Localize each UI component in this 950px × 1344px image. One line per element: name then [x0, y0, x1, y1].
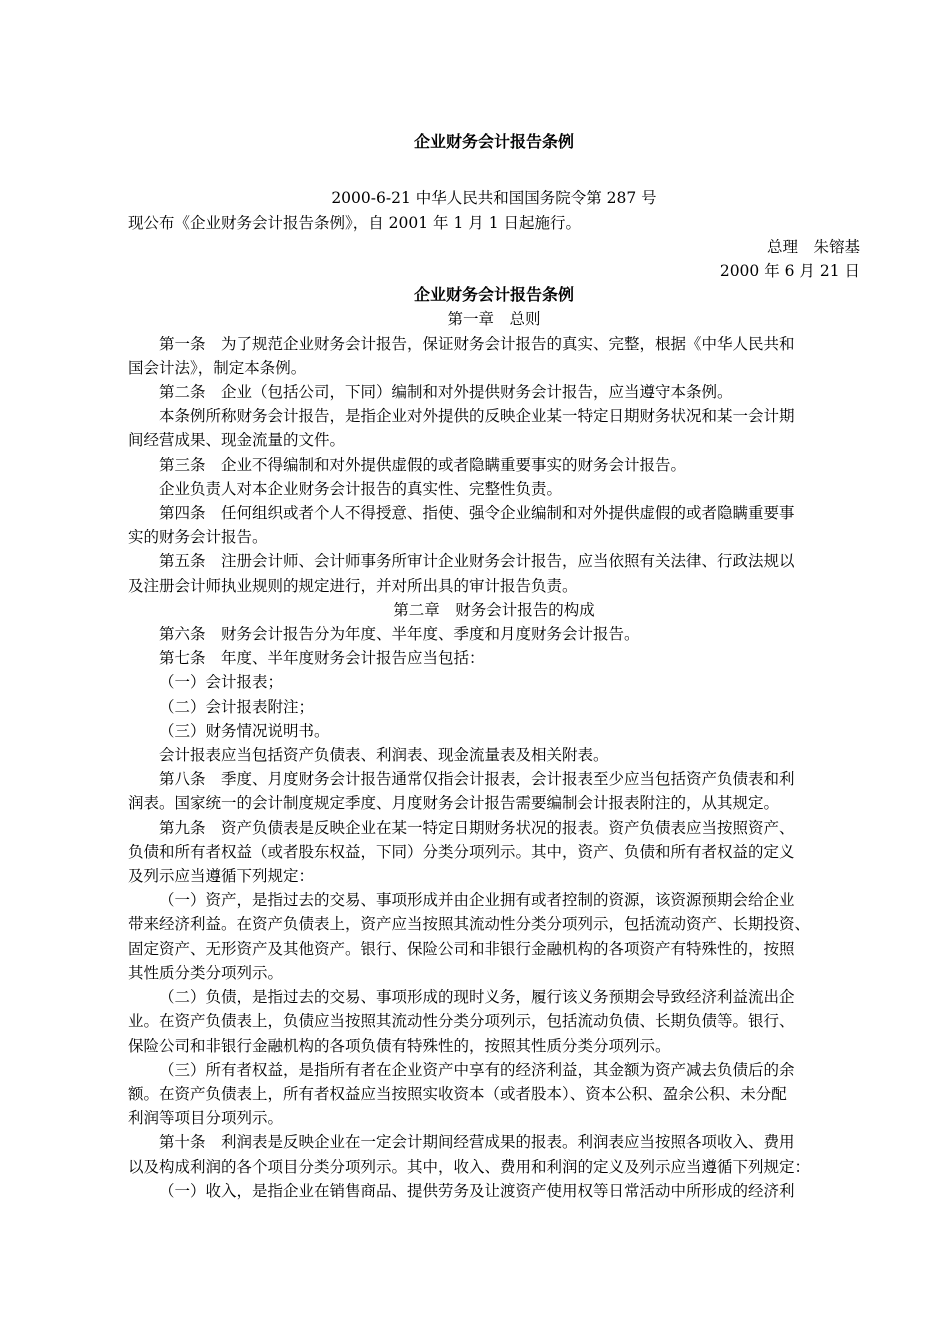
- paragraph-line: 第九条 资产负债表是反映企业在某一特定日期财务状况的报表。资产负债表应当按照资产、: [159, 818, 795, 837]
- paragraph-line: 保险公司和非银行金融机构的各项负债有特殊性的，按照其性质分类分项列示。: [128, 1036, 671, 1055]
- paragraph-line: 企业负责人对本企业财务会计报告的真实性、完整性负责。: [159, 479, 563, 498]
- document-title: 企业财务会计报告条例: [413, 132, 574, 151]
- paragraph-line: 业。在资产负债表上，负债应当按照其流动性分类分项列示，包括流动负债、长期负债等。银行、: [128, 1012, 795, 1031]
- paragraph-line: 其性质分类分项列示。: [128, 963, 284, 982]
- paragraph-line: 本条例所称财务会计报告，是指企业对外提供的反映企业某一特定日期财务状况和某一会计期: [159, 407, 795, 426]
- signer: 总理 朱镕基: [766, 237, 860, 256]
- paragraph-line: 第一条 为了规范企业财务会计报告，保证财务会计报告的真实、完整，根据《中华人民共和: [159, 334, 795, 353]
- paragraph-line: 固定资产、无形资产及其他资产。银行、保险公司和非银行金融机构的各项资产有特殊性的，按照: [128, 939, 795, 958]
- paragraph-line: 及列示应当遵循下列规定：: [128, 867, 315, 886]
- paragraph-line: 第四条 任何组织或者个人不得授意、指使、强令企业编制和对外提供虚假的或者隐瞒重要事: [159, 504, 795, 523]
- decree-line: 2000-6-21 中华人民共和国国务院令第 287 号: [331, 189, 657, 208]
- paragraph-line: 润表。国家统一的会计制度规定季度、月度财务会计报告需要编制会计报表附注的，从其规定。: [128, 794, 780, 813]
- paragraph-line: 会计报表应当包括资产负债表、利润表、现金流量表及相关附表。: [159, 746, 609, 765]
- paragraph-line: 国会计法》，制定本条例。: [128, 358, 307, 377]
- paragraph-line: 第七条 年度、半年度财务会计报告应当包括：: [159, 649, 485, 668]
- paragraph-line: 带来经济利益。在资产负债表上，资产应当按照其流动性分类分项列示，包括流动资产、长期投资、: [128, 915, 811, 934]
- paragraph-line: 第三条 企业不得编制和对外提供虚假的或者隐瞒重要事实的财务会计报告。: [159, 455, 687, 474]
- paragraph-line: （一）收入，是指企业在销售商品、提供劳务及让渡资产使用权等日常活动中所形成的经济利: [159, 1181, 795, 1200]
- chapter-heading: 第一章 总则: [447, 310, 541, 329]
- list-item: （二）会计报表附注；: [159, 697, 315, 716]
- paragraph-line: 负债和所有者权益（或者股东权益，下同）分类分项列示。其中，资产、负债和所有者权益的定义: [128, 842, 795, 861]
- list-item: （三）财务情况说明书。: [159, 721, 330, 740]
- list-item: （一）会计报表；: [159, 673, 284, 692]
- paragraph-line: 第十条 利润表是反映企业在一定会计期间经营成果的报表。利润表应当按照各项收入、费用: [159, 1133, 795, 1152]
- paragraph-line: 及注册会计师执业规则的规定进行，并对所出具的审计报告负责。: [128, 576, 578, 595]
- paragraph-line: 实的财务会计报告。: [128, 528, 268, 547]
- paragraph-line: 额。在资产负债表上，所有者权益应当按照实收资本（或者股本）、资本公积、盈余公积、未分配: [128, 1084, 787, 1103]
- paragraph-line: 第二条 企业（包括公司，下同）编制和对外提供财务会计报告，应当遵守本条例。: [159, 383, 733, 402]
- document-subtitle: 企业财务会计报告条例: [413, 285, 574, 305]
- publish-notice: 现公布《企业财务会计报告条例》，自 2001 年 1 月 1 日起施行。: [128, 213, 581, 232]
- paragraph-line: （三）所有者权益，是指所有者在企业资产中享有的经济利益，其金额为资产减去负债后的余: [159, 1060, 795, 1079]
- paragraph-line: （一）资产，是指过去的交易、事项形成并由企业拥有或者控制的资源，该资源预期会给企业: [159, 891, 795, 910]
- spacer: [128, 154, 860, 178]
- paragraph-line: 第八条 季度、月度财务会计报告通常仅指会计报表，会计报表至少应当包括资产负债表和利: [159, 770, 795, 789]
- paragraph-line: （二）负债，是指过去的交易、事项形成的现时义务，履行该义务预期会导致经济利益流出企: [159, 988, 795, 1007]
- paragraph-line: 以及构成利润的各个项目分类分项列示。其中，收入、费用和利润的定义及列示应当遵循下列规定：: [128, 1157, 811, 1176]
- paragraph-line: 第六条 财务会计报告分为年度、半年度、季度和月度财务会计报告。: [159, 625, 640, 644]
- paragraph-line: 利润等项目分项列示。: [128, 1109, 284, 1128]
- paragraph-line: 间经营成果、现金流量的文件。: [128, 431, 346, 450]
- chapter-heading: 第二章 财务会计报告的构成: [393, 600, 595, 619]
- sign-date: 2000 年 6 月 21 日: [719, 262, 860, 280]
- paragraph-line: 第五条 注册会计师、会计师事务所审计企业财务会计报告，应当依照有关法律、行政法规以: [159, 552, 795, 571]
- document-page: [128, 130, 860, 1203]
